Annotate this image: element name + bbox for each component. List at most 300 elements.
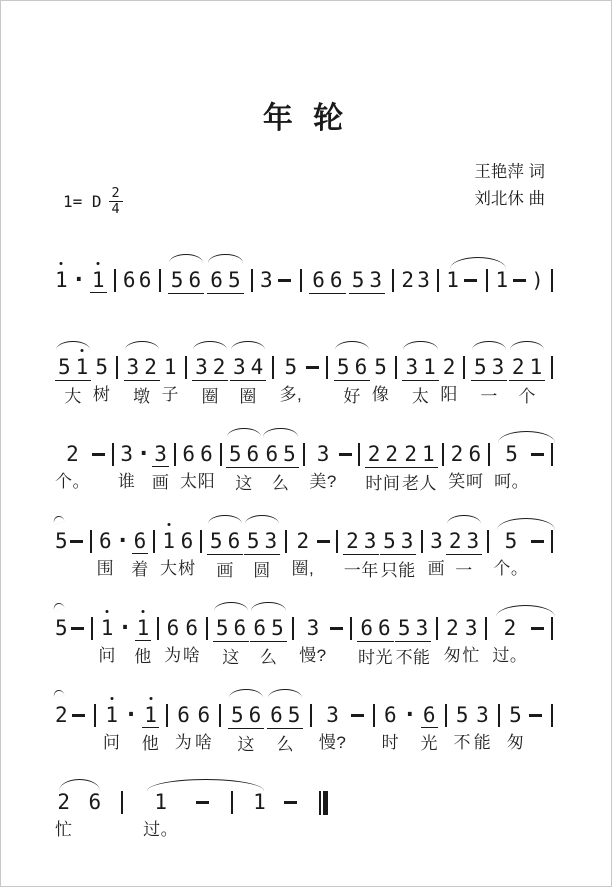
- lyric-syllable: 墩: [132, 387, 151, 406]
- note: [299, 601, 326, 666]
- dash: [462, 253, 479, 292]
- note-digit: [492, 356, 505, 379]
- dash: [69, 601, 86, 640]
- beamed-notes: [230, 356, 266, 381]
- digit: 5: [227, 268, 241, 292]
- note: [152, 427, 170, 493]
- note: [444, 601, 462, 666]
- digit: 1: [423, 355, 436, 379]
- barline-stroke: [91, 617, 93, 640]
- slur-arc: [245, 515, 279, 524]
- note: [97, 514, 115, 579]
- digit: 6: [210, 268, 223, 292]
- barline: [481, 601, 491, 640]
- beamed-notes: [471, 356, 507, 381]
- note-group: [55, 340, 91, 407]
- note-digit: [228, 530, 241, 553]
- barline: [117, 775, 127, 814]
- note-digit: 6: [88, 790, 102, 814]
- barline: [547, 340, 557, 379]
- note-digit: [383, 530, 396, 553]
- dash-line: [70, 540, 83, 542]
- note-digit: 2: [450, 442, 464, 466]
- barline-stroke: [488, 443, 490, 466]
- lyric-syllable: 圈,: [291, 559, 315, 578]
- note-digit: [360, 617, 373, 640]
- digit: 2: [144, 355, 157, 379]
- barline-stroke: [498, 704, 500, 727]
- digit: 5: [209, 529, 223, 553]
- dash-line: [278, 279, 291, 281]
- note-digit: [234, 617, 247, 640]
- lyric-syllable: 不: [453, 733, 471, 752]
- digit: 3: [232, 355, 246, 379]
- tie-end-mark: [52, 515, 65, 525]
- barline: [162, 688, 172, 727]
- note: [55, 775, 73, 840]
- slur-arc: [169, 254, 203, 263]
- score-line: [55, 775, 611, 862]
- note-digit: 3: [259, 268, 273, 292]
- beamed-notes: [509, 356, 545, 381]
- barline-stroke: [551, 443, 553, 466]
- slur-arc: [268, 689, 302, 698]
- note: [118, 427, 136, 492]
- note-digit: 6: [185, 616, 198, 640]
- lyric-syllable: 为: [174, 733, 193, 752]
- lyric-syllable: 画: [216, 561, 234, 580]
- digit: 1: [421, 442, 435, 466]
- barline-stroke: [392, 269, 394, 292]
- score-line: [55, 601, 557, 688]
- note-digit: [271, 617, 284, 640]
- note-digit: 5: [509, 703, 522, 727]
- digit: 3: [405, 355, 419, 379]
- note-digit: [251, 356, 264, 379]
- barline-stroke: [220, 443, 222, 466]
- lyric-syllable: 多,: [279, 385, 303, 404]
- lyric-syllable: 么: [259, 648, 278, 667]
- digit: 1: [75, 355, 89, 379]
- lyric-syllable: 他: [134, 647, 152, 666]
- beamed-notes: [124, 356, 160, 381]
- digit: 2: [404, 442, 417, 466]
- note-digit: 1: [154, 790, 167, 814]
- lyric-syllable: 树: [92, 385, 111, 404]
- note: [98, 601, 116, 666]
- note: [93, 340, 111, 405]
- note-digit: 5: [55, 529, 68, 553]
- note-group: [124, 340, 160, 407]
- note-digit: [210, 530, 223, 553]
- barline: [247, 253, 257, 292]
- dash: [276, 253, 293, 292]
- lyric-syllable: 太: [411, 387, 430, 406]
- note-group: [395, 601, 431, 668]
- barline: [196, 514, 206, 553]
- lyric-syllable: 老人: [401, 474, 437, 493]
- note: [195, 688, 213, 753]
- note-digit: 3: [120, 442, 133, 466]
- barline: [153, 601, 163, 640]
- lyric-syllable: 大: [160, 559, 178, 578]
- note: [160, 514, 178, 579]
- key-signature: [63, 187, 123, 216]
- note-digit: [188, 269, 201, 292]
- note-digit: [530, 356, 543, 379]
- score-line: [55, 688, 557, 775]
- note-digit: [58, 356, 71, 379]
- final-bar-thick: [323, 791, 328, 815]
- beamed-notes: [401, 443, 437, 468]
- note-digit: [247, 530, 260, 553]
- note-digit: 5: [455, 703, 469, 727]
- note-digit: [423, 356, 436, 379]
- dash-line: [531, 627, 544, 629]
- barline: [215, 688, 225, 727]
- lyric-syllable: 能: [473, 733, 492, 752]
- barline: [112, 340, 122, 379]
- lyric-syllable: 笑: [448, 472, 466, 491]
- note-group: [244, 514, 280, 581]
- note-digit: 2: [401, 268, 415, 292]
- barline-stroke: [373, 704, 375, 727]
- note-digit: 2: [57, 790, 71, 814]
- lyric-syllable: 一年: [343, 561, 379, 580]
- note: [131, 514, 149, 580]
- digit: 6: [329, 268, 343, 292]
- composer-credit: 刘北休 曲: [474, 190, 545, 208]
- note-digit: [76, 356, 89, 379]
- digit: 2: [346, 529, 359, 553]
- barline: [494, 688, 504, 727]
- barline-stroke: [185, 356, 187, 379]
- note: [420, 688, 438, 754]
- note-group: [192, 340, 228, 407]
- note-digit: 5: [284, 355, 298, 379]
- digit: 5: [474, 355, 487, 379]
- note-group: [446, 514, 482, 581]
- barline-stroke: [350, 617, 352, 640]
- barline: [433, 253, 443, 292]
- dash: [315, 514, 332, 553]
- barline-stroke: [121, 791, 123, 814]
- note-digit: 2: [503, 616, 517, 640]
- digit: 5: [58, 355, 71, 379]
- beamed-notes: [380, 530, 416, 555]
- note-digit: [249, 704, 262, 727]
- beamed-notes: [226, 443, 262, 468]
- slur-arc: [447, 515, 481, 524]
- digit: 5: [383, 529, 396, 553]
- note: [309, 427, 336, 492]
- note-group: [402, 340, 438, 407]
- note-digit: 6: [182, 442, 196, 466]
- note-digit: 3: [476, 703, 489, 727]
- octave-dot: [141, 610, 144, 613]
- digit: 6: [312, 268, 325, 292]
- dash: [529, 601, 546, 640]
- note-digit: [364, 530, 377, 553]
- duration-dot: ·: [402, 702, 417, 728]
- note-digit: 2: [442, 355, 456, 379]
- note: [55, 253, 68, 292]
- digit: 5: [397, 616, 411, 640]
- note-digit: [385, 443, 398, 466]
- note-digit: 5: [374, 355, 387, 379]
- barline: [388, 253, 398, 292]
- note: [417, 253, 430, 292]
- final-bar-thin: [319, 791, 321, 815]
- note-digit: [346, 530, 359, 553]
- lyric-syllable: 这: [235, 474, 253, 493]
- note-digit: [404, 443, 417, 466]
- note-digit: 1: [163, 355, 177, 379]
- dash-line: [531, 453, 544, 455]
- barline-stroke: [94, 704, 96, 727]
- barline: [484, 427, 494, 466]
- lyric-syllable: 他: [141, 734, 160, 753]
- lyric-syllable: 问: [102, 733, 121, 752]
- beamed-notes: [55, 356, 91, 381]
- dash-line: [339, 453, 352, 455]
- barline-stroke: [551, 617, 553, 640]
- dash-line: [531, 540, 544, 542]
- digit: 6: [378, 616, 391, 640]
- slur-arc: [335, 341, 369, 350]
- barline: [87, 601, 97, 640]
- tie-end-mark: [52, 689, 65, 699]
- note-digit: 2: [55, 703, 68, 727]
- note-group: [357, 601, 393, 668]
- barline-stroke: [300, 269, 302, 292]
- barline: [202, 601, 212, 640]
- note-digit: 3: [430, 529, 443, 553]
- lyric-syllable: 谁: [117, 472, 136, 491]
- note-digit: 3: [464, 616, 478, 640]
- barline-stroke: [437, 269, 439, 292]
- digit: 3: [363, 529, 377, 553]
- note-digit: [401, 530, 414, 553]
- digit: 6: [360, 616, 374, 640]
- barline: [155, 253, 165, 292]
- barline: [90, 688, 100, 727]
- note-digit: [368, 443, 381, 466]
- digit: 6: [253, 616, 267, 640]
- note-digit: 2: [66, 442, 79, 466]
- octave-dot: [106, 610, 109, 613]
- lyric-syllable: 围: [96, 559, 115, 578]
- lyric-syllable: 忙: [462, 646, 480, 665]
- note-digit: 3: [326, 703, 339, 727]
- note-digit: 6: [99, 529, 112, 553]
- slur-arc: [125, 341, 159, 350]
- digit: 3: [415, 616, 429, 640]
- barline-stroke: [326, 356, 328, 379]
- lyric-syllable: 大: [64, 387, 82, 406]
- barline-stroke: [551, 269, 553, 292]
- score: [1, 253, 611, 862]
- note-digit: 1: [162, 529, 176, 553]
- octave-dot: [80, 349, 83, 352]
- note: [253, 775, 266, 814]
- digit: 5: [283, 442, 296, 466]
- digit: 3: [264, 529, 278, 553]
- note-digit: 1: [105, 703, 118, 727]
- barline-stroke: [90, 530, 92, 553]
- beamed-notes: [446, 530, 482, 555]
- note: [198, 427, 216, 492]
- digit: 6: [265, 442, 279, 466]
- slur-arc: [193, 341, 227, 350]
- note: [494, 427, 529, 492]
- barline-stroke: [445, 704, 447, 727]
- lyric-syllable: 时: [381, 733, 400, 752]
- barline: [547, 514, 557, 553]
- barline-stroke: [486, 269, 488, 292]
- time-signature-numerator: 2: [109, 187, 123, 202]
- note-digit: 1: [136, 616, 150, 640]
- note-digit: 6: [468, 442, 482, 466]
- dash-line: [330, 627, 343, 629]
- note-digit: [195, 356, 208, 379]
- barline-stroke: [421, 530, 423, 553]
- digit: 6: [227, 529, 241, 553]
- lyric-syllable: 美?: [309, 472, 337, 491]
- note-digit: 6: [197, 703, 211, 727]
- dash-line: [92, 453, 105, 455]
- dash-line: [351, 714, 364, 716]
- dash-line: [529, 714, 542, 716]
- lyric-syllable: 树: [178, 559, 196, 578]
- note-group: [267, 688, 303, 755]
- barline: [181, 340, 191, 379]
- note: [139, 253, 152, 292]
- note-digit: 5: [55, 616, 68, 640]
- digit: 4: [250, 355, 264, 379]
- credits: [474, 159, 545, 213]
- lyric-syllable: 太: [179, 472, 198, 491]
- note: [142, 688, 160, 754]
- note: [382, 688, 400, 753]
- note-digit: [369, 269, 382, 292]
- digit: 6: [233, 616, 247, 640]
- digit: 2: [385, 442, 399, 466]
- barline: [149, 514, 159, 553]
- barline: [417, 514, 427, 553]
- dash: [70, 688, 87, 727]
- digit: 6: [270, 703, 283, 727]
- lyric-syllable: 慢?: [299, 646, 327, 665]
- digit: 2: [367, 442, 381, 466]
- barline: [547, 601, 557, 640]
- note-digit: 3: [417, 268, 430, 292]
- duration-dot: ·: [136, 441, 151, 467]
- lyric-syllable: 一: [480, 387, 498, 406]
- note-digit: [265, 530, 278, 553]
- barline: [268, 340, 278, 379]
- note: [260, 253, 273, 292]
- barline-stroke: [487, 530, 489, 553]
- note-group: [262, 427, 298, 494]
- note-digit: 1: [495, 268, 509, 292]
- barline: [216, 427, 226, 466]
- dash-line: [513, 279, 526, 281]
- digit: 2: [511, 355, 525, 379]
- note: [493, 514, 528, 579]
- barline: [296, 253, 306, 292]
- note-digit: [330, 269, 343, 292]
- barline: [332, 514, 342, 553]
- note: [492, 601, 527, 666]
- duration-dot: ·: [118, 615, 132, 641]
- note-group: [343, 514, 379, 581]
- barline: [482, 253, 492, 292]
- dash-line: [306, 366, 319, 368]
- note-digit: [512, 356, 525, 379]
- digit: 5: [336, 355, 350, 379]
- barline-stroke: [231, 791, 233, 814]
- note-digit: [466, 530, 479, 553]
- lyric-syllable: 一: [455, 561, 473, 580]
- note-digit: 5: [505, 442, 518, 466]
- barline-stroke: [463, 356, 465, 379]
- note-digit: [127, 356, 140, 379]
- beamed-notes: [168, 269, 204, 294]
- lyric-syllable: 匆: [443, 646, 462, 665]
- lyric-syllable: 啥: [182, 646, 201, 665]
- barline-stroke: [114, 269, 116, 292]
- dash-line: [464, 279, 477, 281]
- barline-stroke: [395, 356, 397, 379]
- score-line: [55, 427, 557, 514]
- note-digit: 6: [166, 616, 180, 640]
- lyric-syllable: 着: [131, 560, 149, 579]
- note-digit: 2: [446, 616, 459, 640]
- lyric-syllable: 个: [518, 387, 536, 406]
- beamed-notes: [207, 530, 243, 555]
- note-group: [349, 253, 385, 294]
- lyric-syllable: 只能: [380, 561, 416, 580]
- note: [453, 688, 471, 753]
- barline: [322, 340, 332, 379]
- dash: [529, 514, 546, 553]
- note: [319, 688, 346, 753]
- note-digit: 1: [144, 703, 157, 727]
- note-digit: [337, 356, 350, 379]
- note-digit: 1: [446, 268, 459, 292]
- lyric-syllable: 啥: [195, 733, 213, 752]
- dash-line: [72, 714, 85, 716]
- note: [466, 427, 484, 492]
- beamed-notes: [309, 269, 345, 294]
- slur-arc: [403, 341, 437, 350]
- note-digit: [378, 617, 391, 640]
- note: [428, 514, 446, 579]
- slur-arc: [263, 428, 297, 437]
- slur-arc: [208, 515, 242, 524]
- lyric-syllable: 光: [420, 734, 438, 753]
- note: [372, 340, 390, 405]
- dash: [349, 688, 366, 727]
- note: [123, 253, 136, 292]
- note-digit: [144, 356, 157, 379]
- digit: 5: [215, 616, 229, 640]
- lyric-syllable: 过。: [143, 820, 179, 839]
- lyric-syllable: 个。: [493, 559, 529, 578]
- digit: 6: [188, 268, 202, 292]
- barline-stroke: [303, 443, 305, 466]
